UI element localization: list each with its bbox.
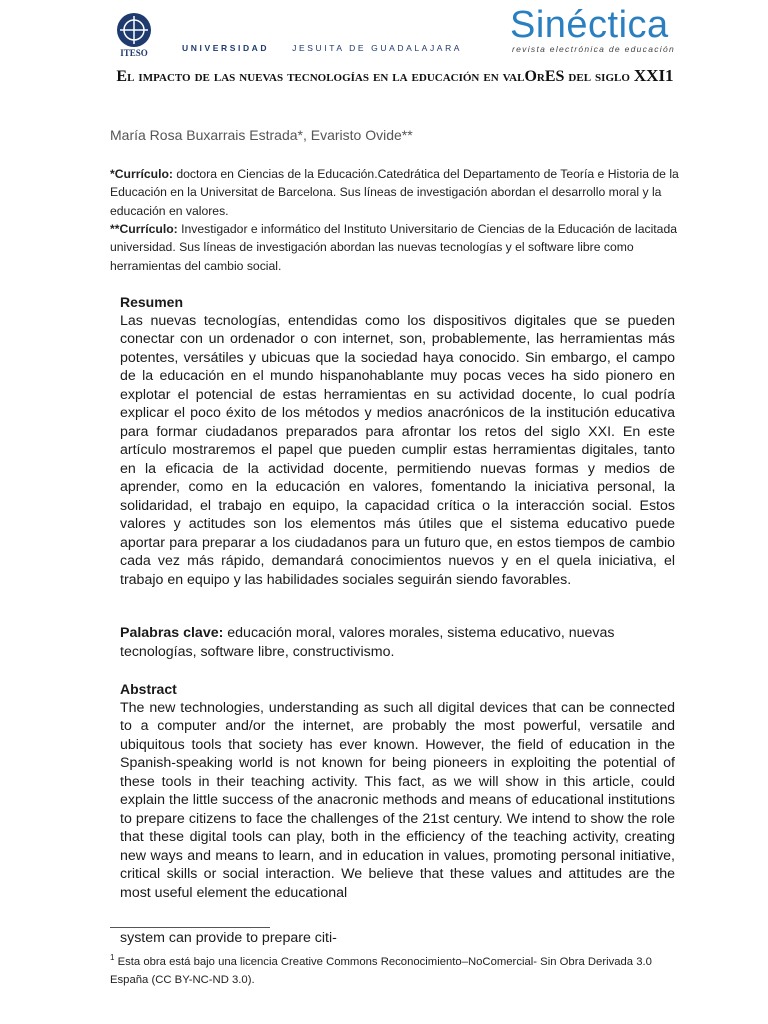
university-jesuita: JESUITA DE GUADALAJARA: [292, 43, 463, 53]
journal-subtitle: revista electrónica de educación: [512, 44, 676, 54]
footnote-text: Esta obra está bajo una licencia Creative Commons Reconocimiento–NoComercial- Sin Obra Derivada 3.0 España (CC BY-NC-ND 3.0).: [110, 955, 652, 987]
article-title: [100, 66, 690, 87]
cv-first-author: [110, 165, 690, 220]
authors: María Rosa Buxarrais Estrada*, Evaristo Ovide**: [110, 127, 413, 143]
svg-text:ITESO: ITESO: [120, 48, 148, 58]
abstract-heading: Abstract: [120, 681, 177, 697]
abstract-continuation: system can provide to prepare citi-: [120, 930, 337, 946]
footnote-divider: [110, 927, 270, 928]
university-name: [182, 43, 462, 53]
keywords-label: Palabras clave:: [120, 625, 224, 641]
footnote: [110, 949, 690, 990]
iteso-emblem-icon: [110, 10, 158, 58]
journal-name: Sinéctica: [510, 4, 669, 46]
cv-second-author: [110, 220, 690, 275]
cv-label: *Currículo:: [110, 167, 173, 181]
keywords-text: educación moral, valores morales, sistema educativo, nuevas tecnologías, software libre, constructivismo.: [120, 625, 615, 660]
cv-text: doctora en Ciencias de la Educación.Catedrática del Departamento de Teoría e Historia de la Educación en la Universitat de Barcelona. Sus líneas de investigación abordan el desarrollo moral y la educación en valores.: [110, 167, 679, 218]
cv-label: **Currículo:: [110, 222, 178, 236]
abstract-section: [120, 680, 675, 902]
footnote-marker: 1: [110, 953, 115, 962]
title-suffix: XXI1: [633, 66, 674, 85]
abstract-body: The new technologies, understanding as such all digital devices that can be connected to a computer and/or the internet, are probably the most powerful, versatile and ubiquitous tools that society has ever known. However, the field of education in the Spanish-speaking world is not known for being pioneers in exploiting the potential of these tools in their teaching activity. This fact, as we will show in this article, could explain the little success of the anacronic methods and means of educational institutions to prepare citizens to face the challenges of the 21st century. We intend to show the role that these digital tools can play, both in the efficiency of the teaching activity, creating new ways and means to learn, and in education in values, promoting personal initiative, critical skills or social interaction. We believe that these values and attitudes are the most useful element the educational: [120, 699, 675, 901]
iteso-logo: [110, 10, 158, 58]
resumen-heading: Resumen: [120, 294, 184, 310]
university-label: UNIVERSIDAD: [182, 43, 270, 53]
keywords: [120, 624, 675, 661]
cv-text: Investigador e informático del Instituto Universitario de Ciencias de la Educación de lacitada universidad. Sus líneas de investigación abordan las nuevas tecnologías y el software libre como herramientas del cambio social.: [110, 222, 678, 273]
resumen-section: [120, 293, 675, 589]
resumen-body: Las nuevas tecnologías, entendidas como los dispositivos digitales que se pueden conectar con un ordenador o con internet, son, probablemente, las herramientas más potentes, versátiles y ubicuas que la sociedad haya conocido. Sin embargo, el campo de la educación en el mundo hispanohablante muy pocas veces ha sido pionero en explotar el potencial de estas herramientas en su actividad docente, lo cual podría explicar el poco éxito de los métodos y medios anacrónicos de la institución educativa para formar ciudadanos preparados para afrontar los retos del siglo XXI. En este artículo mostraremos el papel que pueden cumplir estas herramientas digitales, tanto en la eficacia de la actividad docente, permitiendo nuevas formas y medios de aprender, como en la educación en valores, fomentando la iniciativa personal, la solidaridad, el trabajo en equipo, la capacidad crítica o la interacción social. Estos valores y actitudes son los elementos más útiles que el sistema educativo puede aportar para preparar a los ciudadanos para un futuro que, en estos tiempos de cambio cada vez más rápido, demandará conocimientos nuevos y en el quela iniciativa, el trabajo en equipo y las habilidades sociales seguirán siendo favorables.: [120, 312, 675, 588]
title-main: El impacto de las nuevas tecnologías en la educación en valOrES del siglo: [116, 68, 630, 85]
